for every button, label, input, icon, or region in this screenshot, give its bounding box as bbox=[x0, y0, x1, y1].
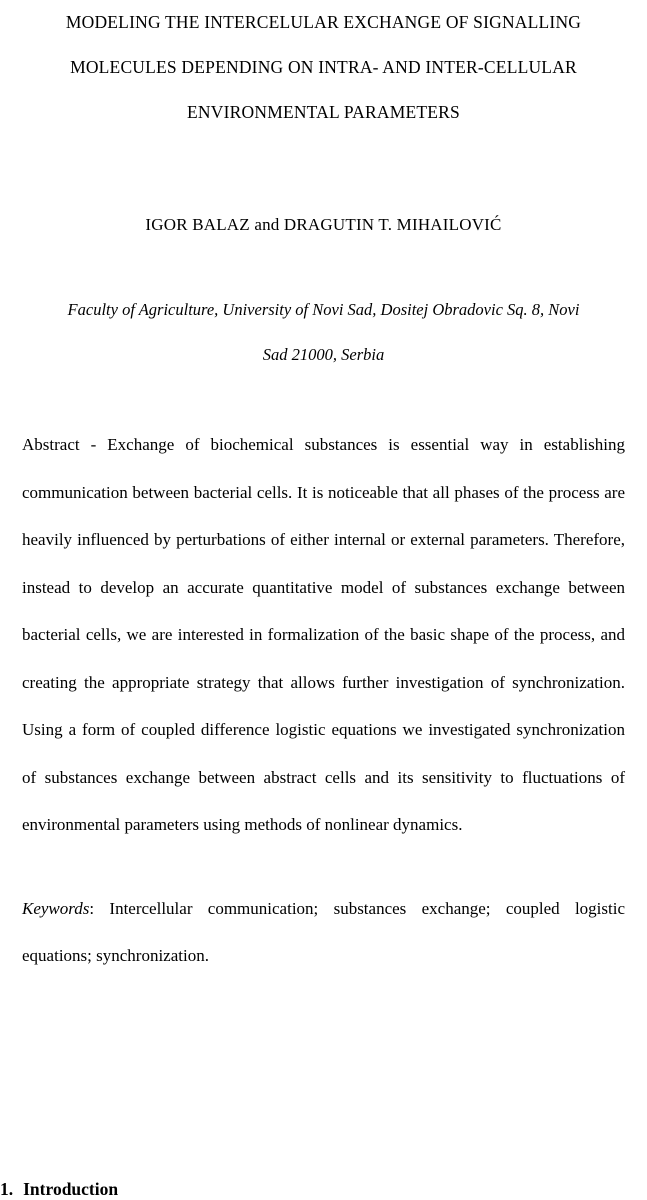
affiliation bbox=[22, 235, 625, 377]
title-line-2: MOLECULES DEPENDING ON INTRA- AND INTER-CELLULAR bbox=[70, 57, 577, 77]
section-number: 1. bbox=[0, 1179, 14, 1199]
abstract-paragraph bbox=[22, 377, 625, 849]
keywords-label: Keywords bbox=[22, 898, 90, 918]
abstract-label: Abstract - bbox=[22, 435, 108, 454]
section-title: Introduction bbox=[23, 1179, 119, 1199]
affiliation-line-2: Sad 21000, Serbia bbox=[262, 345, 385, 364]
title-line-3: ENVIRONMENTAL PARAMETERS bbox=[187, 102, 460, 122]
keywords-text: Intercellular communication; substances exchange; coupled logistic equations; synchronization. bbox=[22, 898, 625, 965]
abstract-text: Exchange of biochemical substances is essential way in establishing communication between bacterial cells. It is noticeable that all phases of the process are heavily influenced by perturbations of either internal or external parameters. Therefore, instead to develop an accurate quantitative model of substances exchange between bacterial cells, we are interested in formalization of the basic shape of the process, and creating the appropriate strategy that allows further investigation of synchronization. Using a form of coupled difference logistic equations we investigated synchronization of substances exchange between abstract cells and its sensitivity to fluctuations of environmental parameters using methods of nonlinear dynamics. bbox=[22, 435, 625, 834]
section-heading-introduction bbox=[0, 1179, 118, 1200]
title-line-1: MODELING THE INTERCELULAR EXCHANGE OF SIGNALLING bbox=[65, 12, 582, 32]
page-title bbox=[22, 0, 625, 135]
keywords-paragraph bbox=[22, 849, 625, 980]
author-list: IGOR BALAZ and DRAGUTIN T. MIHAILOVIĆ bbox=[145, 215, 502, 234]
keywords-separator: : bbox=[89, 898, 110, 918]
affiliation-line-1: Faculty of Agriculture, University of Novi Sad, Dositej Obradovic Sq. 8, Novi bbox=[67, 300, 580, 319]
